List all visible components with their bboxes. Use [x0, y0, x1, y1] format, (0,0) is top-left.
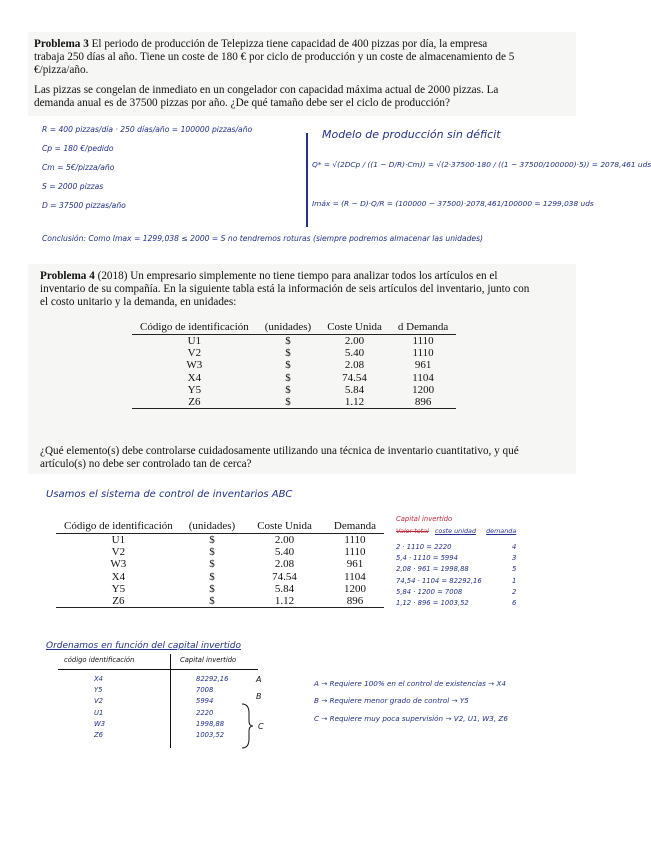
problem3-line2: trabaja 250 días al año. Tiene un coste de 180 € por ciclo de producción y un coste de almacenamiento de 5 — [34, 51, 515, 64]
problem3-line1: El periodo de producción de Telepizza tiene capacidad de 400 pizzas por día, la empresa — [91, 38, 488, 50]
note-line: R = 400 pizzas/día · 250 días/año = 100000 pizzas/año — [42, 125, 253, 134]
ranking-capital: 5994 — [196, 697, 214, 706]
table-cell: 1104 — [412, 371, 434, 384]
table-cell: $ — [285, 371, 291, 384]
rank-number: 1 — [512, 576, 517, 585]
table-row — [56, 595, 384, 608]
table-cell: W3 — [110, 558, 127, 571]
problem3-line4: Las pizzas se congelan de inmediato en un congelador con capacidad máxima actual de 2000 pizzas. La — [34, 83, 499, 96]
table-cell: Y5 — [111, 582, 126, 595]
table-cell: X4 — [187, 371, 202, 384]
table-cell: X4 — [111, 570, 126, 583]
notes3-divider — [306, 133, 308, 227]
table-cell: 74.54 — [272, 570, 297, 583]
list-item — [94, 719, 228, 730]
ranking-code: Y5 — [94, 686, 103, 695]
table-cell: Y5 — [187, 383, 202, 396]
note-line: D = 37500 pizzas/año — [42, 201, 126, 210]
table-cell: U1 — [111, 534, 126, 546]
ranking-capital: 1998,88 — [196, 719, 225, 728]
rank-number: 6 — [512, 599, 517, 608]
table-cell: $ — [209, 534, 215, 546]
capital-calc: 1,12 · 896 = 1003,52 — [396, 599, 469, 608]
class-a-label: A — [256, 675, 262, 684]
table-header: Código de identificación — [132, 320, 257, 335]
conclusion-note: Conclusión: Como Imax = 1299,038 ≤ 2000 = S no tendremos roturas (siempre podremos almacenar las unidades) — [42, 234, 484, 243]
table-cell: $ — [257, 396, 319, 409]
table-cell: $ — [285, 335, 291, 347]
table-row — [132, 359, 456, 371]
problem4-question — [40, 445, 572, 471]
class-c-bracket — [240, 703, 254, 749]
table-row — [132, 384, 456, 396]
list-item — [94, 708, 228, 719]
ranking-code: U1 — [94, 708, 104, 717]
ranking-col2: Capital invertido — [180, 656, 237, 664]
table-cell: 74.54 — [342, 371, 367, 384]
q-formula: Q* = √(2DCp / ((1 − D/R)·Cm)) = √(2·37500·180 / ((1 − 37500/100000)·5)) = 2078,461 uds — [312, 160, 651, 169]
table-cell: $ — [181, 595, 243, 608]
table-cell: $ — [209, 558, 215, 571]
table-header: (unidades) — [257, 320, 319, 335]
table-cell: 1.12 — [319, 396, 390, 409]
note-line: S = 2000 pizzas — [42, 182, 104, 191]
table-cell: 1200 — [343, 582, 366, 595]
table-header: (unidades) — [181, 519, 243, 534]
list-item — [94, 696, 228, 707]
ranking-header-line — [58, 669, 258, 670]
problem4-heading: Problema 4 — [40, 270, 95, 282]
table-header: Código de identificación — [56, 519, 181, 534]
class-c-label: C — [258, 722, 264, 731]
table-cell: 961 — [346, 558, 364, 571]
table-cell: 1.12 — [243, 595, 326, 608]
problem4-line2: inventario de su compañía. En la siguiente tabla está la información de seis artículos del inventario, junto con — [40, 283, 530, 296]
capital-calc: 2,08 · 961 = 1998,88 — [396, 565, 469, 574]
list-item — [94, 685, 228, 696]
problem3-line3: €/pizza/año. — [34, 64, 89, 77]
table-cell: 5.40 — [274, 546, 295, 559]
list-item — [396, 564, 516, 575]
table-cell: W3 — [186, 359, 203, 372]
table-cell: 1110 — [412, 347, 434, 360]
table-cell: 2.08 — [344, 359, 365, 372]
table-row — [56, 546, 384, 558]
abc-table — [56, 519, 384, 608]
table-cell: 1110 — [344, 534, 366, 546]
ranking-capital: 2220 — [196, 708, 214, 717]
problem3-heading: Problema 3 — [34, 38, 89, 50]
capital-calc: 5,84 · 1200 = 7008 — [396, 587, 463, 596]
struck-header: Valor total — [396, 527, 429, 535]
abc-title: Usamos el sistema de control de inventarios ABC — [46, 489, 293, 500]
table-row — [132, 335, 456, 348]
rank-number: 5 — [512, 565, 517, 574]
table-header: Coste Unida — [319, 320, 390, 335]
problem4-line1: (2018) Un empresario simplemente no tiene tiempo para analizar todos los artículos en el — [97, 270, 498, 282]
table-row — [132, 347, 456, 359]
capital-calc: 2 · 1110 = 2220 — [396, 543, 452, 551]
ranking-code: Z6 — [94, 731, 103, 740]
note-class-a: A → Requiere 100% en el control de existencias → X4 — [314, 679, 506, 688]
question-line2: artículo(s) no debe ser controlado tan de cerca? — [40, 458, 252, 471]
table-cell: 2.00 — [344, 335, 365, 347]
table-row — [56, 583, 384, 595]
table-cell: 1110 — [412, 335, 434, 347]
note-line: Cp = 180 €/pedido — [42, 144, 114, 153]
table-cell: 1200 — [412, 383, 435, 396]
table-cell: 1104 — [344, 570, 366, 583]
ranking-capital: 82292,16 — [196, 675, 229, 683]
table-cell: 896 — [390, 396, 456, 409]
table-row — [56, 534, 384, 547]
list-item — [396, 553, 516, 564]
table-cell: 5.84 — [274, 582, 295, 595]
rank-number: 2 — [512, 587, 517, 596]
table-row — [56, 558, 384, 570]
ranking-code: W3 — [94, 719, 106, 728]
table-cell: 2.00 — [274, 534, 295, 546]
ranking-capital: 1003,52 — [196, 731, 225, 740]
problem3-line5: demanda anual es de 37500 pizzas por año. ¿De qué tamaño debe ser el ciclo de producción? — [34, 96, 450, 109]
table-cell: U1 — [187, 335, 202, 347]
list-item — [396, 542, 516, 553]
table-cell: $ — [209, 546, 215, 559]
table-row — [132, 372, 456, 384]
imax-formula: Imáx = (R − D)·Q/R = (100000 − 37500)·2078,461/100000 = 1299,038 uds — [312, 199, 594, 208]
rank-number: 4 — [512, 543, 517, 551]
class-b-label: B — [256, 692, 262, 701]
list-item — [396, 576, 516, 587]
ranking-code: X4 — [94, 675, 103, 683]
list-item — [94, 674, 228, 685]
table-cell: Z6 — [132, 396, 257, 409]
table-header: d Demanda — [390, 320, 456, 335]
table-row — [56, 571, 384, 583]
note-class-c: C → Requiere muy poca supervisión → V2, U1, W3, Z6 — [314, 714, 508, 723]
cost-header: coste unidad — [434, 527, 477, 535]
notes3-data — [42, 125, 252, 210]
table-cell: 2.08 — [274, 558, 295, 571]
table-cell: $ — [285, 383, 291, 396]
ranking-code: V2 — [94, 697, 103, 706]
table-cell: $ — [209, 570, 215, 583]
model-title: Modelo de producción sin déficit — [322, 128, 501, 141]
demand-header: demanda — [486, 527, 517, 535]
capital-header: Capital invertido — [396, 515, 453, 523]
rank-number: 3 — [512, 554, 517, 563]
problem3-text — [34, 38, 574, 110]
list-item — [396, 587, 516, 598]
table-cell: 5.84 — [344, 383, 365, 396]
inventory-table — [132, 320, 456, 409]
table-cell: 1110 — [344, 546, 366, 559]
table-cell: 896 — [326, 595, 384, 608]
table-cell: 5.40 — [344, 347, 365, 360]
ranking-title: Ordenamos en función del capital invertido — [46, 641, 241, 651]
table-row — [132, 396, 456, 409]
ranking-capital: 7008 — [196, 686, 214, 695]
question-line1: ¿Qué elemento(s) debe controlarse cuidadosamente utilizando una técnica de inventario cuantitativo, y qué — [40, 445, 519, 457]
table-cell: Z6 — [56, 595, 181, 608]
capital-calc: 5,4 · 1110 = 5994 — [396, 554, 458, 563]
table-header: Demanda — [326, 519, 384, 534]
ranking-col1: código identificación — [64, 656, 135, 664]
table-cell: $ — [285, 359, 291, 372]
list-item — [94, 730, 228, 741]
list-item — [396, 598, 516, 609]
capital-column — [396, 542, 516, 609]
table-cell: V2 — [111, 546, 126, 559]
table-header: Coste Unida — [243, 519, 326, 534]
table-cell: V2 — [187, 347, 202, 360]
ranking-list — [94, 674, 228, 741]
table-cell: $ — [209, 582, 215, 595]
problem4-text — [40, 270, 572, 310]
table-cell: 961 — [414, 359, 432, 372]
table-cell: $ — [285, 347, 291, 360]
note-class-b: B → Requiere menor grado de control → Y5 — [314, 696, 469, 705]
problem4-line3: el costo unitario y la demanda, en unidades: — [40, 296, 237, 309]
note-line: Cm = 5€/pizza/año — [42, 163, 115, 172]
capital-subheaders — [396, 527, 516, 535]
capital-calc: 74,54 · 1104 = 82292,16 — [396, 576, 482, 585]
